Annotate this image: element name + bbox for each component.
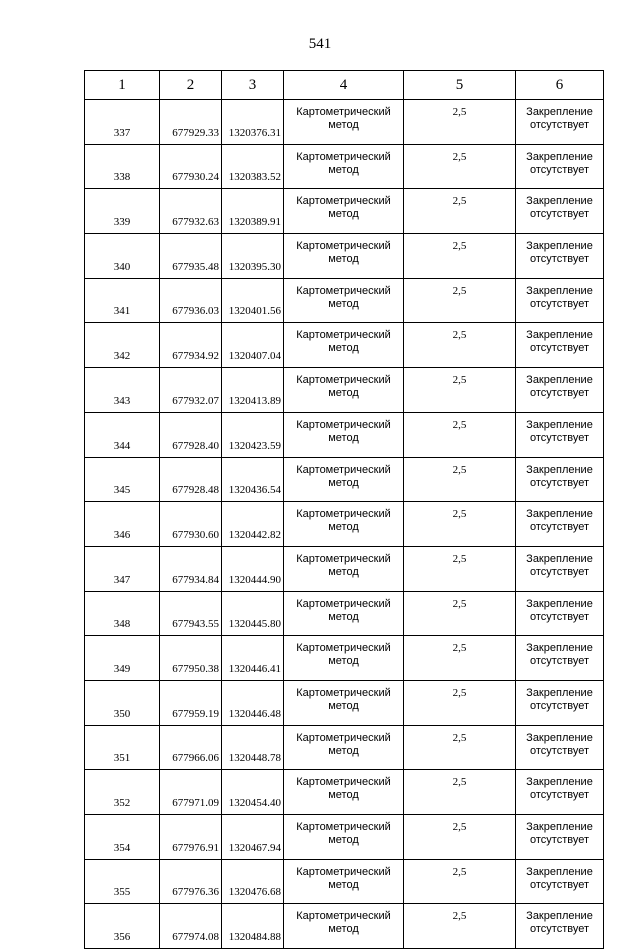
column-header: 2 (160, 71, 222, 100)
x-coordinate-cell: 677943.55 (160, 591, 222, 636)
fixation-line: Закрепление (526, 865, 593, 878)
method-line: Картометрический (296, 865, 391, 878)
fixation-line: Закрепление (526, 776, 593, 789)
point-number-cell: 345 (85, 457, 160, 502)
fixation-cell (516, 368, 604, 413)
fixation-cell (516, 859, 604, 904)
accuracy-cell: 2,5 (404, 323, 516, 368)
fixation-line: Закрепление (526, 195, 593, 208)
fixation-line: отсутствует (529, 476, 589, 489)
method-cell (284, 100, 404, 145)
method-line: метод (328, 744, 359, 757)
accuracy-cell: 2,5 (404, 457, 516, 502)
method-line: Картометрический (296, 329, 391, 342)
method-line: метод (328, 610, 359, 623)
fixation-cell (516, 546, 604, 591)
x-coordinate-cell: 677934.92 (160, 323, 222, 368)
method-line: Картометрический (296, 284, 391, 297)
fixation-cell (516, 278, 604, 323)
table-row (85, 189, 604, 234)
accuracy-cell: 2,5 (404, 591, 516, 636)
method-cell (284, 680, 404, 725)
method-cell (284, 815, 404, 860)
method-line: Картометрический (296, 552, 391, 565)
table-row (85, 368, 604, 413)
method-line: Картометрический (296, 910, 391, 923)
method-line: метод (328, 208, 359, 221)
method-cell (284, 278, 404, 323)
fixation-cell (516, 100, 604, 145)
fixation-cell (516, 502, 604, 547)
fixation-cell (516, 591, 604, 636)
fixation-line: отсутствует (529, 387, 589, 400)
method-cell (284, 591, 404, 636)
method-line: метод (328, 521, 359, 534)
method-cell (284, 189, 404, 234)
y-coordinate-cell: 1320467.94 (222, 815, 284, 860)
point-number-cell: 339 (85, 189, 160, 234)
point-number-cell: 347 (85, 546, 160, 591)
method-cell (284, 457, 404, 502)
point-number-cell: 348 (85, 591, 160, 636)
accuracy-cell: 2,5 (404, 412, 516, 457)
point-number-cell: 349 (85, 636, 160, 681)
table-row (85, 815, 604, 860)
fixation-cell (516, 904, 604, 949)
fixation-line: Закрепление (526, 597, 593, 610)
method-cell (284, 725, 404, 770)
fixation-line: отсутствует (529, 923, 589, 936)
method-line: метод (328, 342, 359, 355)
point-number-cell: 344 (85, 412, 160, 457)
column-header: 6 (516, 71, 604, 100)
method-line: метод (328, 923, 359, 936)
method-cell (284, 412, 404, 457)
fixation-line: Закрепление (526, 686, 593, 699)
column-header: 4 (284, 71, 404, 100)
fixation-line: Закрепление (526, 329, 593, 342)
fixation-line: отсутствует (529, 834, 589, 846)
method-line: Картометрический (296, 195, 391, 208)
method-line: Картометрический (296, 731, 391, 744)
method-line: Картометрический (296, 106, 391, 118)
method-line: метод (328, 476, 359, 489)
accuracy-cell: 2,5 (404, 368, 516, 413)
table-row (85, 680, 604, 725)
fixation-line: отсутствует (529, 655, 589, 668)
accuracy-cell: 2,5 (404, 234, 516, 279)
x-coordinate-cell: 677932.63 (160, 189, 222, 234)
fixation-line: Закрепление (526, 910, 593, 923)
fixation-line: отсутствует (529, 521, 589, 534)
x-coordinate-cell: 677930.60 (160, 502, 222, 547)
point-number-cell: 340 (85, 234, 160, 279)
fixation-cell (516, 725, 604, 770)
method-line: метод (328, 699, 359, 712)
fixation-line: отсутствует (529, 163, 589, 176)
method-line: метод (328, 119, 359, 131)
method-line: метод (328, 565, 359, 578)
fixation-line: Закрепление (526, 508, 593, 521)
fixation-line: Закрепление (526, 106, 593, 118)
method-line: метод (328, 297, 359, 310)
table-row (85, 636, 604, 681)
fixation-line: Закрепление (526, 642, 593, 655)
method-cell (284, 368, 404, 413)
y-coordinate-cell: 1320376.31 (222, 100, 284, 145)
accuracy-cell: 2,5 (404, 725, 516, 770)
y-coordinate-cell: 1320446.48 (222, 680, 284, 725)
table-row (85, 904, 604, 949)
method-cell (284, 546, 404, 591)
method-line: Картометрический (296, 463, 391, 476)
accuracy-cell: 2,5 (404, 904, 516, 949)
point-number-cell: 342 (85, 323, 160, 368)
method-line: метод (328, 834, 359, 846)
method-line: Картометрический (296, 508, 391, 521)
accuracy-cell: 2,5 (404, 278, 516, 323)
fixation-line: отсутствует (529, 208, 589, 221)
y-coordinate-cell: 1320436.54 (222, 457, 284, 502)
header-row (85, 71, 604, 100)
table-row (85, 591, 604, 636)
x-coordinate-cell: 677966.06 (160, 725, 222, 770)
point-number-cell: 352 (85, 770, 160, 815)
method-line: Картометрический (296, 150, 391, 163)
y-coordinate-cell: 1320454.40 (222, 770, 284, 815)
x-coordinate-cell: 677971.09 (160, 770, 222, 815)
y-coordinate-cell: 1320389.91 (222, 189, 284, 234)
fixation-cell (516, 636, 604, 681)
point-number-cell: 355 (85, 859, 160, 904)
y-coordinate-cell: 1320413.89 (222, 368, 284, 413)
x-coordinate-cell: 677950.38 (160, 636, 222, 681)
method-line: метод (328, 878, 359, 891)
fixation-line: отсутствует (529, 878, 589, 891)
accuracy-cell: 2,5 (404, 636, 516, 681)
point-number-cell: 354 (85, 815, 160, 860)
method-line: Картометрический (296, 821, 391, 833)
column-header: 5 (404, 71, 516, 100)
fixation-line: отсутствует (529, 297, 589, 310)
x-coordinate-cell: 677928.40 (160, 412, 222, 457)
page-number: 541 (308, 36, 332, 52)
fixation-cell (516, 323, 604, 368)
method-line: Картометрический (296, 776, 391, 789)
method-cell (284, 502, 404, 547)
table-row (85, 412, 604, 457)
fixation-cell (516, 457, 604, 502)
table-row (85, 278, 604, 323)
point-number-cell: 337 (85, 100, 160, 145)
x-coordinate-cell: 677976.91 (160, 815, 222, 860)
method-line: Картометрический (296, 418, 391, 431)
method-line: Картометрический (296, 597, 391, 610)
accuracy-cell: 2,5 (404, 144, 516, 189)
method-line: метод (328, 387, 359, 400)
table-body (85, 100, 604, 949)
fixation-line: отсутствует (529, 610, 589, 623)
y-coordinate-cell: 1320395.30 (222, 234, 284, 279)
method-cell (284, 904, 404, 949)
table-row (85, 859, 604, 904)
fixation-cell (516, 144, 604, 189)
y-coordinate-cell: 1320476.68 (222, 859, 284, 904)
x-coordinate-cell: 677930.24 (160, 144, 222, 189)
y-coordinate-cell: 1320407.04 (222, 323, 284, 368)
y-coordinate-cell: 1320484.88 (222, 904, 284, 949)
method-line: метод (328, 253, 359, 266)
table-row (85, 234, 604, 279)
point-number-cell: 338 (85, 144, 160, 189)
method-line: Картометрический (296, 374, 391, 387)
table-row (85, 457, 604, 502)
table-row (85, 770, 604, 815)
table-row (85, 323, 604, 368)
fixation-line: Закрепление (526, 731, 593, 744)
fixation-line: отсутствует (529, 789, 589, 802)
table-row (85, 144, 604, 189)
y-coordinate-cell: 1320383.52 (222, 144, 284, 189)
method-line: метод (328, 655, 359, 668)
accuracy-cell: 2,5 (404, 189, 516, 234)
x-coordinate-cell: 677934.84 (160, 546, 222, 591)
point-number-cell: 343 (85, 368, 160, 413)
method-cell (284, 636, 404, 681)
y-coordinate-cell: 1320442.82 (222, 502, 284, 547)
fixation-line: отсутствует (529, 253, 589, 266)
method-line: Картометрический (296, 686, 391, 699)
fixation-cell (516, 815, 604, 860)
method-line: метод (328, 789, 359, 802)
fixation-line: Закрепление (526, 284, 593, 297)
x-coordinate-cell: 677936.03 (160, 278, 222, 323)
x-coordinate-cell: 677929.33 (160, 100, 222, 145)
y-coordinate-cell: 1320401.56 (222, 278, 284, 323)
point-number-cell: 351 (85, 725, 160, 770)
point-number-cell: 341 (85, 278, 160, 323)
point-number-cell: 346 (85, 502, 160, 547)
fixation-line: Закрепление (526, 374, 593, 387)
fixation-line: отсутствует (529, 119, 589, 131)
y-coordinate-cell: 1320445.80 (222, 591, 284, 636)
y-coordinate-cell: 1320423.59 (222, 412, 284, 457)
fixation-cell (516, 770, 604, 815)
x-coordinate-cell: 677928.48 (160, 457, 222, 502)
x-coordinate-cell: 677976.36 (160, 859, 222, 904)
column-header: 1 (85, 71, 160, 100)
fixation-line: Закрепление (526, 821, 593, 833)
accuracy-cell: 2,5 (404, 680, 516, 725)
point-number-cell: 356 (85, 904, 160, 949)
fixation-line: Закрепление (526, 418, 593, 431)
accuracy-cell: 2,5 (404, 770, 516, 815)
method-cell (284, 144, 404, 189)
x-coordinate-cell: 677935.48 (160, 234, 222, 279)
method-cell (284, 859, 404, 904)
fixation-line: Закрепление (526, 463, 593, 476)
fixation-line: отсутствует (529, 565, 589, 578)
point-number-cell: 350 (85, 680, 160, 725)
accuracy-cell: 2,5 (404, 100, 516, 145)
accuracy-cell: 2,5 (404, 502, 516, 547)
fixation-line: отсутствует (529, 744, 589, 757)
table-row (85, 546, 604, 591)
y-coordinate-cell: 1320446.41 (222, 636, 284, 681)
x-coordinate-cell: 677959.19 (160, 680, 222, 725)
fixation-line: отсутствует (529, 431, 589, 444)
fixation-cell (516, 189, 604, 234)
y-coordinate-cell: 1320444.90 (222, 546, 284, 591)
method-line: Картометрический (296, 642, 391, 655)
table-row (85, 725, 604, 770)
table-row (85, 100, 604, 145)
method-line: Картометрический (296, 240, 391, 253)
fixation-cell (516, 234, 604, 279)
coordinates-table (84, 70, 604, 949)
fixation-line: отсутствует (529, 699, 589, 712)
method-cell (284, 770, 404, 815)
method-cell (284, 323, 404, 368)
method-line: метод (328, 431, 359, 444)
fixation-line: отсутствует (529, 342, 589, 355)
accuracy-cell: 2,5 (404, 859, 516, 904)
table-row (85, 502, 604, 547)
accuracy-cell: 2,5 (404, 815, 516, 860)
x-coordinate-cell: 677932.07 (160, 368, 222, 413)
method-line: метод (328, 163, 359, 176)
fixation-cell (516, 680, 604, 725)
x-coordinate-cell: 677974.08 (160, 904, 222, 949)
fixation-line: Закрепление (526, 552, 593, 565)
fixation-line: Закрепление (526, 150, 593, 163)
fixation-line: Закрепление (526, 240, 593, 253)
fixation-cell (516, 412, 604, 457)
method-cell (284, 234, 404, 279)
column-header: 3 (222, 71, 284, 100)
accuracy-cell: 2,5 (404, 546, 516, 591)
y-coordinate-cell: 1320448.78 (222, 725, 284, 770)
